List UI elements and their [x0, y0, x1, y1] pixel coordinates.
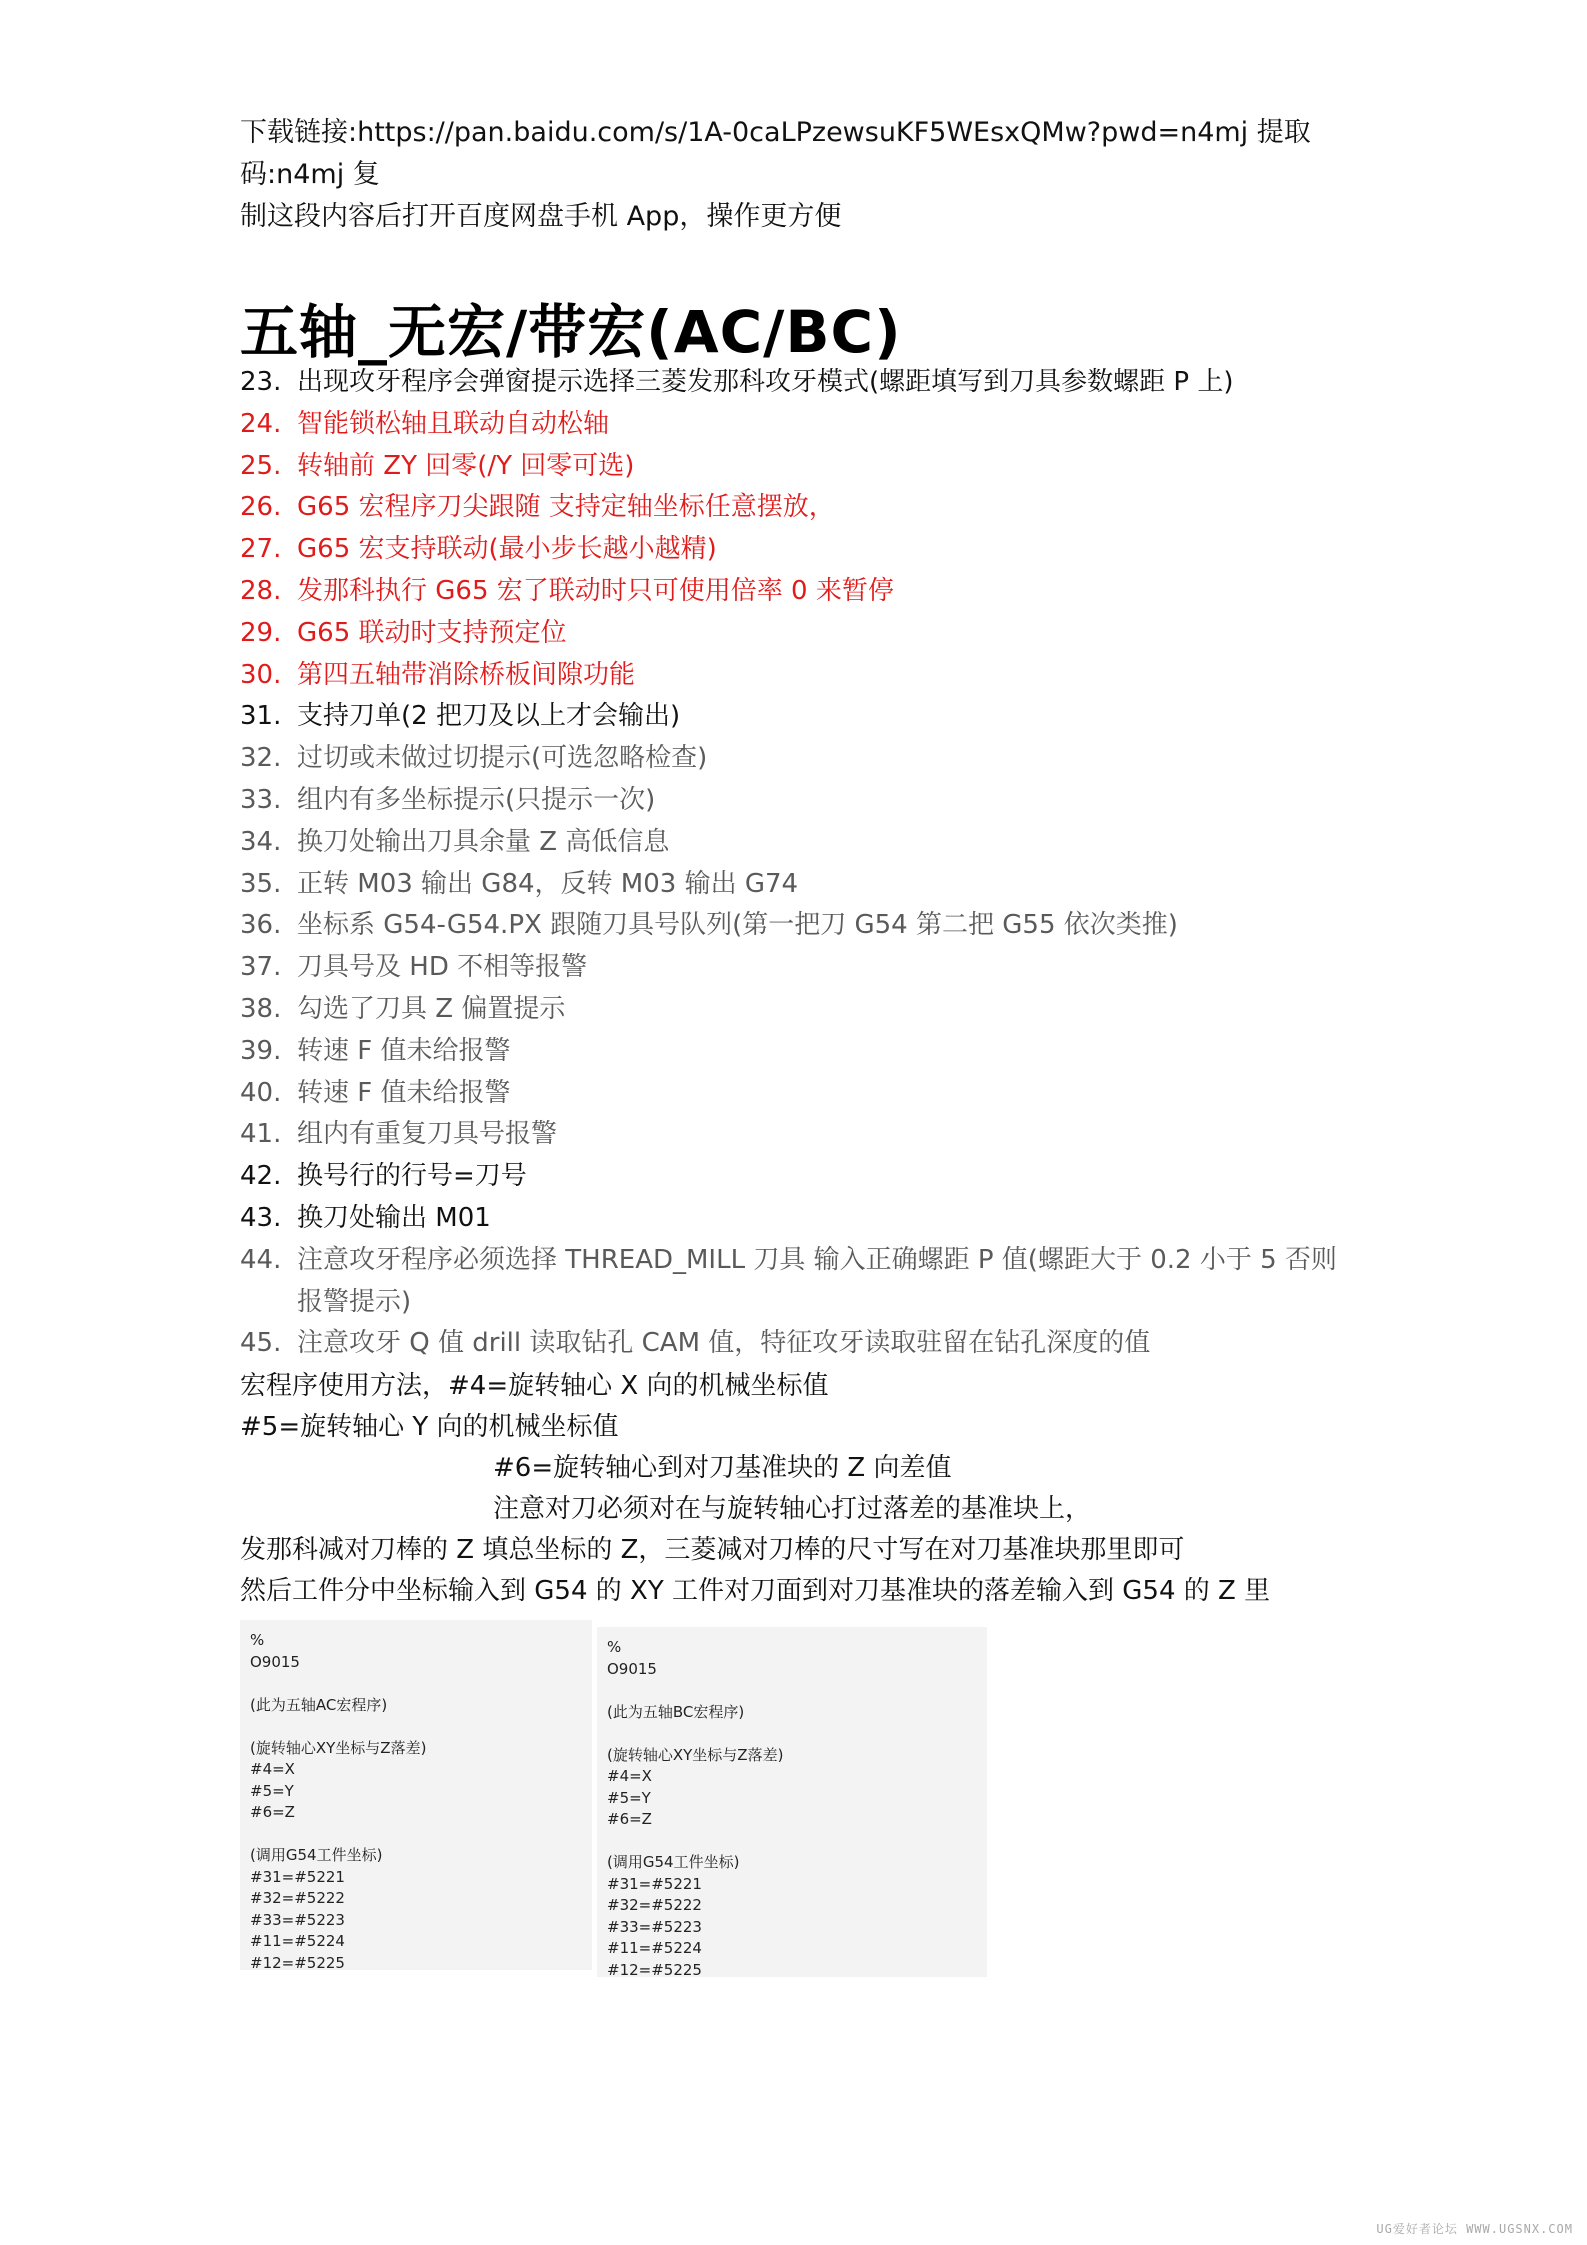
feature-item — [240, 571, 1360, 613]
feature-text: 出现攻牙程序会弹窗提示选择三菱发那科攻牙模式(螺距填写到刀具参数螺距 P 上) — [297, 367, 1234, 397]
code-line: #5=Y — [250, 1781, 294, 1800]
feature-text: 正转 M03 输出 G84，反转 M03 输出 G74 — [297, 868, 799, 899]
feature-item — [240, 738, 1360, 780]
macro-usage-line-1: 宏程序使用方法，#4=旋转轴心 X 向的机械坐标值 — [240, 1371, 829, 1401]
macro-usage-line-4: 注意对刀必须对在与旋转轴心打过落差的基准块上， — [493, 1494, 1092, 1524]
code-line — [607, 1723, 977, 1745]
feature-item — [240, 1073, 1360, 1115]
feature-number: 45. — [240, 1328, 282, 1359]
feature-text: 换刀处输出 M01 — [297, 1202, 491, 1233]
feature-text: G65 宏程序刀尖跟随 支持定轴坐标任意摆放， — [297, 492, 835, 523]
code-line: #33=#5223 — [250, 1910, 345, 1929]
feature-number: 30. — [240, 659, 282, 690]
feature-text: 转速 F 值未给报警 — [297, 1035, 511, 1066]
download-info — [240, 112, 1350, 238]
code-line: #31=#5221 — [250, 1867, 345, 1886]
feature-text: 注意攻牙程序必须选择 THREAD_MILL 刀具 输入正确螺距 P 值(螺距大于 0.2 小于 5 否则报警提示) — [297, 1244, 1337, 1317]
code-line: O9015 — [250, 1652, 300, 1671]
feature-item — [240, 696, 1360, 738]
page-title: 五轴_无宏/带宏(AC/BC) — [240, 298, 902, 366]
feature-item — [240, 1114, 1360, 1156]
feature-text: 智能锁松轴且联动自动松轴 — [297, 408, 610, 439]
feature-item — [240, 864, 1360, 906]
feature-text: 组内有重复刀具号报警 — [297, 1119, 558, 1150]
feature-item — [240, 989, 1360, 1031]
feature-item — [240, 780, 1360, 822]
feature-item — [240, 529, 1360, 571]
feature-item — [240, 362, 1360, 404]
code-panel-bc — [597, 1627, 987, 1977]
code-line: #12=#5225 — [250, 1953, 345, 1972]
code-line — [250, 1824, 582, 1846]
feature-number: 25. — [240, 450, 282, 481]
feature-item — [240, 1031, 1360, 1073]
macro-usage-line-5: 发那科减对刀棒的 Z 填总坐标的 Z，三菱减对刀棒的尺寸写在对刀基准块那里即可 — [240, 1535, 1185, 1565]
feature-item — [240, 1156, 1360, 1198]
feature-item — [240, 1323, 1360, 1365]
feature-list — [240, 362, 1360, 1365]
feature-number: 32. — [240, 743, 282, 774]
feature-text: 转轴前 ZY 回零(/Y 回零可选) — [297, 450, 635, 481]
code-line: #12=#5225 — [607, 1960, 702, 1979]
feature-item — [240, 487, 1360, 529]
feature-text: 刀具号及 HD 不相等报警 — [297, 952, 588, 983]
feature-item — [240, 905, 1360, 947]
code-line — [607, 1831, 977, 1853]
code-line: #33=#5223 — [607, 1917, 702, 1936]
code-line — [607, 1680, 977, 1702]
feature-item — [240, 404, 1360, 446]
feature-number: 41. — [240, 1119, 282, 1150]
download-link-line[interactable]: 下载链接:https://pan.baidu.com/s/1A-0caLPzewsuKF5WEsxQMw?pwd=n4mj 提取码:n4mj 复 — [240, 117, 1311, 190]
feature-number: 44. — [240, 1244, 282, 1275]
feature-number: 40. — [240, 1077, 282, 1108]
macro-usage-line-3: #6=旋转轴心到对刀基准块的 Z 向差值 — [493, 1453, 952, 1483]
feature-number: 43. — [240, 1202, 282, 1233]
feature-number: 29. — [240, 617, 282, 648]
code-line: % — [250, 1631, 265, 1649]
code-line: #32=#5222 — [250, 1889, 345, 1907]
feature-number: 35. — [240, 868, 282, 899]
code-line: #11=#5224 — [250, 1932, 345, 1950]
feature-text: 组内有多坐标提示(只提示一次) — [297, 784, 656, 815]
feature-number: 36. — [240, 910, 282, 941]
code-line: #32=#5222 — [607, 1896, 702, 1914]
feature-item — [240, 1240, 1360, 1324]
code-line: #4=X — [250, 1760, 295, 1778]
feature-item — [240, 947, 1360, 989]
feature-number: 24. — [240, 408, 282, 439]
feature-number: 28. — [240, 575, 282, 606]
feature-item — [240, 822, 1360, 864]
code-line: (旋转轴心XY坐标与Z落差) — [250, 1738, 427, 1757]
feature-text: 第四五轴带消除桥板间隙功能 — [297, 659, 636, 690]
download-note-line: 制这段内容后打开百度网盘手机 App，操作更方便 — [240, 201, 842, 232]
feature-text: 转速 F 值未给报警 — [297, 1077, 511, 1108]
code-line: #6=Z — [250, 1803, 295, 1821]
code-line: #11=#5224 — [607, 1939, 702, 1957]
feature-number: 37. — [240, 952, 282, 983]
feature-item — [240, 1198, 1360, 1240]
code-line: % — [607, 1638, 622, 1656]
macro-usage-line-6: 然后工件分中坐标输入到 G54 的 XY 工件对刀面到对刀基准块的落差输入到 G54 的 Z 里 — [240, 1576, 1271, 1606]
feature-text: 发那科执行 G65 宏了联动时只可使用倍率 0 来暂停 — [297, 575, 894, 606]
code-line — [250, 1716, 582, 1738]
feature-number: 33. — [240, 784, 282, 815]
feature-item — [240, 446, 1360, 488]
code-line: (旋转轴心XY坐标与Z落差) — [607, 1745, 784, 1764]
feature-text: 坐标系 G54-G54.PX 跟随刀具号队列(第一把刀 G54 第二把 G55 依次类推) — [297, 910, 1178, 941]
code-line: O9015 — [607, 1659, 657, 1678]
code-line: (此为五轴AC宏程序) — [250, 1695, 388, 1714]
code-panel-ac — [240, 1620, 592, 1970]
macro-usage-line-2: #5=旋转轴心 Y 向的机械坐标值 — [240, 1412, 619, 1442]
feature-number: 42. — [240, 1161, 282, 1192]
feature-number: 31. — [240, 701, 282, 732]
feature-text: 过切或未做过切提示(可选忽略检查) — [297, 743, 708, 774]
code-line: #4=X — [607, 1767, 652, 1785]
code-line: #31=#5221 — [607, 1874, 702, 1893]
feature-text: G65 联动时支持预定位 — [297, 617, 567, 648]
feature-text: 换刀处输出刀具余量 Z 高低信息 — [297, 826, 670, 857]
feature-text: G65 宏支持联动(最小步长越小越精) — [297, 534, 717, 565]
feature-item — [240, 613, 1360, 655]
feature-number: 23. — [240, 367, 282, 397]
feature-text: 注意攻牙 Q 值 drill 读取钻孔 CAM 值，特征攻牙读取驻留在钻孔深度的值 — [297, 1328, 1151, 1359]
code-line: #6=Z — [607, 1810, 652, 1828]
watermark: UG爱好者论坛 WWW.UGSNX.COM — [1376, 2222, 1573, 2236]
feature-number: 34. — [240, 826, 282, 857]
feature-text: 换号行的行号=刀号 — [297, 1161, 527, 1192]
feature-text: 支持刀单(2 把刀及以上才会输出) — [297, 701, 681, 732]
code-line: #5=Y — [607, 1788, 651, 1807]
code-line — [250, 1673, 582, 1695]
feature-number: 26. — [240, 492, 282, 523]
code-line: (此为五轴BC宏程序) — [607, 1702, 745, 1721]
feature-text: 勾选了刀具 Z 偏置提示 — [297, 993, 566, 1024]
feature-number: 38. — [240, 993, 282, 1024]
feature-number: 27. — [240, 534, 282, 565]
feature-number: 39. — [240, 1035, 282, 1066]
code-line: (调用G54工件坐标) — [250, 1846, 383, 1864]
feature-item — [240, 655, 1360, 697]
code-line: (调用G54工件坐标) — [607, 1853, 740, 1871]
